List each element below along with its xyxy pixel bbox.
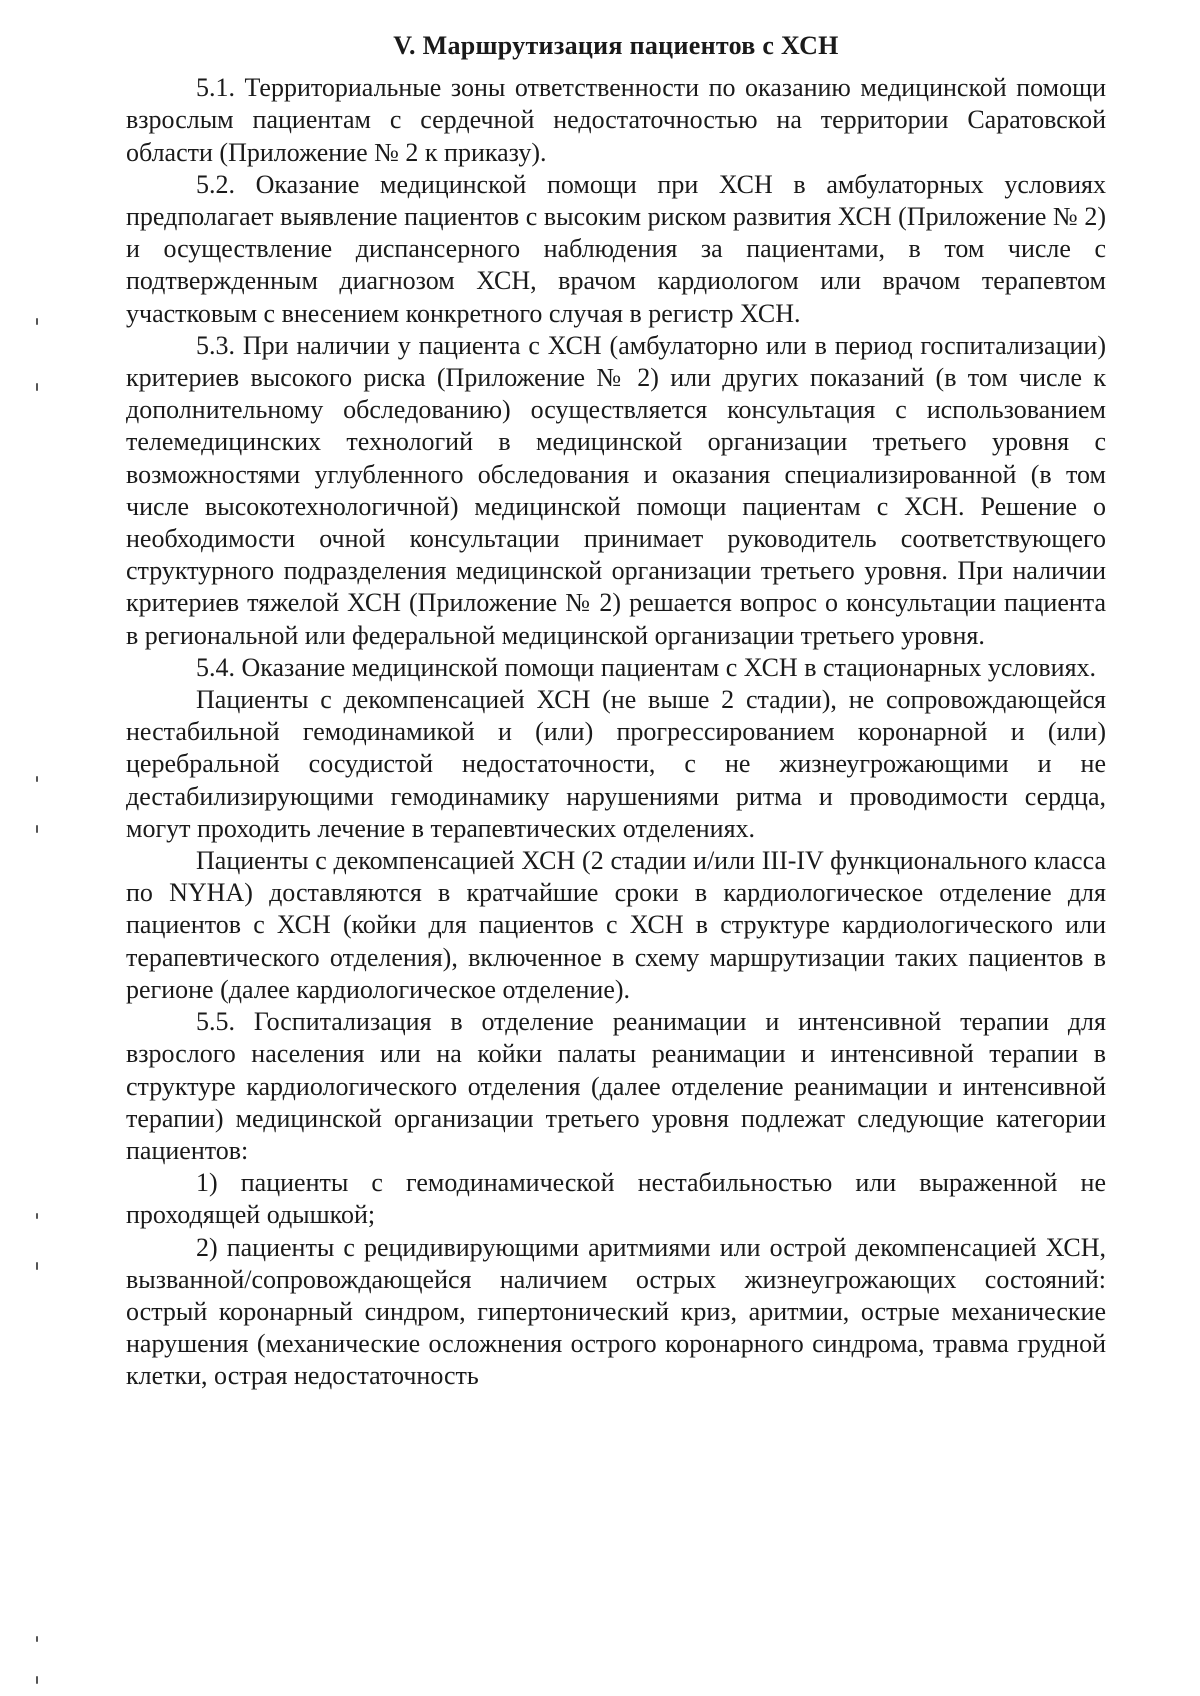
paragraph-5-1: 5.1. Территориальные зоны ответственности по оказанию медицинской помощи взрослым пациентам с сердечной недостаточностью на территории Саратовской области (Приложение № 2 к приказу). [126, 73, 1106, 167]
scan-mark [36, 776, 38, 782]
paragraph-5-5: 5.5. Госпитализация в отделение реанимации и интенсивной терапии для взрослого населения или на койки палаты реанимации и интенсивной терапии в структуре кардиологического отделения (далее отделение реанимации и интенсивной терапии) медицинской организации третьего уровня подлежат следующие категории пациентов: [126, 1007, 1106, 1165]
scan-mark [36, 1262, 38, 1270]
paragraph-decompensation-cardiology: Пациенты с декомпенсацией ХСН (2 стадии и/или III-IV функционального класса по NYHA) доставляются в кратчайшие сроки в кардиологическое отделение для пациентов с ХСН (койки для пациентов с ХСН в структуре кардиологического или терапевтического отделения), включенное в схему маршрутизации таких пациентов в регионе (далее кардиологическое отделение). [126, 846, 1106, 1004]
paragraph-5-3: 5.3. При наличии у пациента с ХСН (амбулаторно или в период госпитализации) критериев высокого риска (Приложение № 2) или других показаний (в том числе к дополнительному обследованию) осуществляется консультация с использованием телемедицинских технологий в медицинской организации третьего уровня с возможностями углубленного обследования и оказания специализированной (в том числе высокотехнологичной) медицинской помощи пациентам с ХСН. Решение о необходимости очной консультации принимает руководитель соответствующего структурного подразделения медицинской организации третьего уровня. При наличии критериев тяжелой ХСН (Приложение № 2) решается вопрос о консультации пациента в региональной или федеральной медицинской организации третьего уровня. [126, 330, 1106, 650]
section-heading: V. Маршрутизация пациентов с ХСН [393, 31, 839, 60]
scan-mark [36, 1676, 38, 1684]
scan-mark [36, 1213, 38, 1219]
scan-mark [36, 1636, 38, 1642]
list-item-2: 2) пациенты с рецидивирующими аритмиями или острой декомпенсацией ХСН, вызванной/сопровождающейся наличием острых жизнеугрожающих состояний: острый коронарный синдром, гипертонический криз, аритмии, острые механические нарушения (механические осложнения острого коронарного синдрома, травма грудной клетки, острая недостаточность [126, 1232, 1106, 1391]
paragraph-5-2: 5.2. Оказание медицинской помощи при ХСН в амбулаторных условиях предполагает выявление пациентов с высоким риском развития ХСН (Приложение № 2) и осуществление диспансерного наблюдения за пациентами, в том числе с подтвержденным диагнозом ХСН, врачом кардиологом или врачом терапевтом участковым с внесением конкретного случая в регистр ХСН. [126, 169, 1106, 328]
paragraph-5-4: 5.4. Оказание медицинской помощи пациентам с ХСН в стационарных условиях. [196, 652, 1097, 682]
scan-mark [36, 383, 38, 391]
scan-mark [36, 318, 38, 325]
paragraph-decompensation-therapy: Пациенты с декомпенсацией ХСН (не выше 2 стадии), не сопровождающейся нестабильной гемодинамикой и (или) прогрессированием коронарной и (или) церебральной сосудистой недостаточности, с не жизнеугрожающими и не дестабилизирующими гемодинамику нарушениями ритма и проводимости сердца, могут проходить лечение в терапевтических отделениях. [126, 685, 1106, 843]
list-item-1: 1) пациенты с гемодинамической нестабильностью или выраженной не проходящей одышкой; [126, 1168, 1106, 1230]
scan-mark [36, 825, 38, 833]
document-page [126, 30, 1106, 1393]
